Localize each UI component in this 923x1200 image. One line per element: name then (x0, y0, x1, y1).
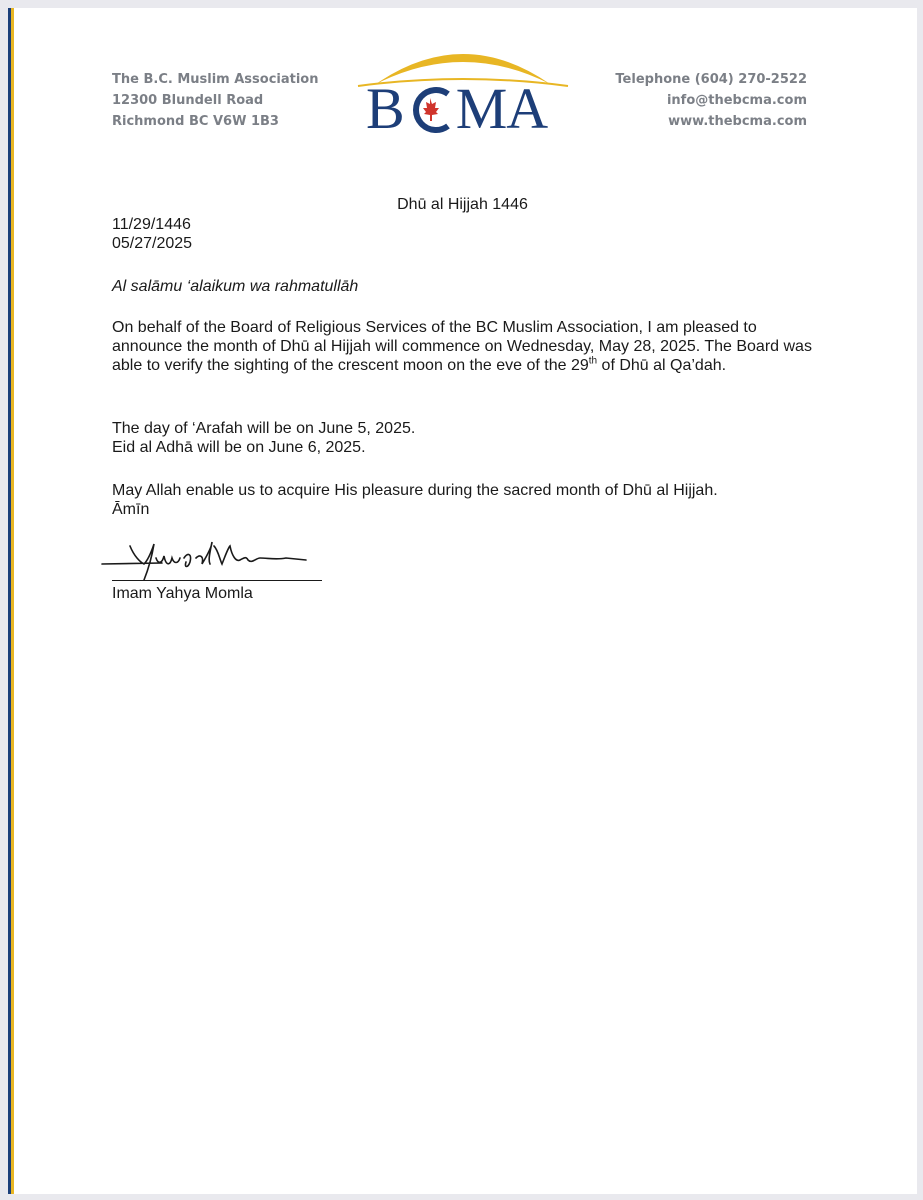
letter-page (8, 8, 917, 1194)
bcma-logo (348, 36, 578, 146)
arafah-date: The day of ‘Arafah will be on June 5, 2025. (112, 420, 416, 437)
logo-wordmark (366, 76, 548, 141)
closing-paragraph (112, 481, 812, 519)
greeting: Al salāmu ‘alaikum wa rahmatullāh (112, 278, 359, 295)
website: www.thebcma.com (668, 114, 807, 129)
paragraph-text-b: of Dhū al Qa’dah. (597, 357, 727, 374)
closing-prayer: May Allah enable us to acquire His pleasure during the sacred month of Dhū al Hijjah. (112, 482, 718, 499)
org-name: The B.C. Muslim Association (112, 72, 319, 87)
announcement-paragraph (112, 318, 812, 375)
amin: Āmīn (112, 501, 150, 518)
letterhead-contact (615, 69, 807, 132)
paragraph-text-a: On behalf of the Board of Religious Services of the BC Muslim Association, I am pleased to announce the month of Dhū al Hijjah will commence on Wednesday, May 28, 2025. The Board was able to verify the sighting of the crescent moon on the eve of the 29 (112, 319, 812, 374)
logo-letter-b: B (366, 76, 404, 141)
maple-leaf-c-icon (404, 80, 456, 132)
email: info@thebcma.com (666, 93, 807, 108)
dates-paragraph (112, 419, 415, 457)
letterhead-address (112, 69, 319, 132)
date-gregorian: 05/27/2025 (112, 235, 193, 252)
signer-name: Imam Yahya Momla (112, 585, 253, 602)
telephone: Telephone (604) 270-2522 (615, 72, 807, 87)
eid-date: Eid al Adhā will be on June 6, 2025. (112, 439, 366, 456)
logo-letters-ma: MA (455, 76, 548, 141)
signature-line (112, 580, 322, 581)
page-edge-gold (11, 8, 14, 1194)
date-hijri: 11/29/1446 (112, 216, 191, 233)
handwritten-signature (100, 536, 330, 584)
address-line-2: Richmond BC V6W 1B3 (112, 114, 279, 129)
date-block (112, 215, 192, 253)
letter-title: Dhū al Hijjah 1446 (397, 196, 528, 213)
ordinal-suffix: th (588, 355, 598, 367)
address-line-1: 12300 Blundell Road (112, 93, 264, 108)
